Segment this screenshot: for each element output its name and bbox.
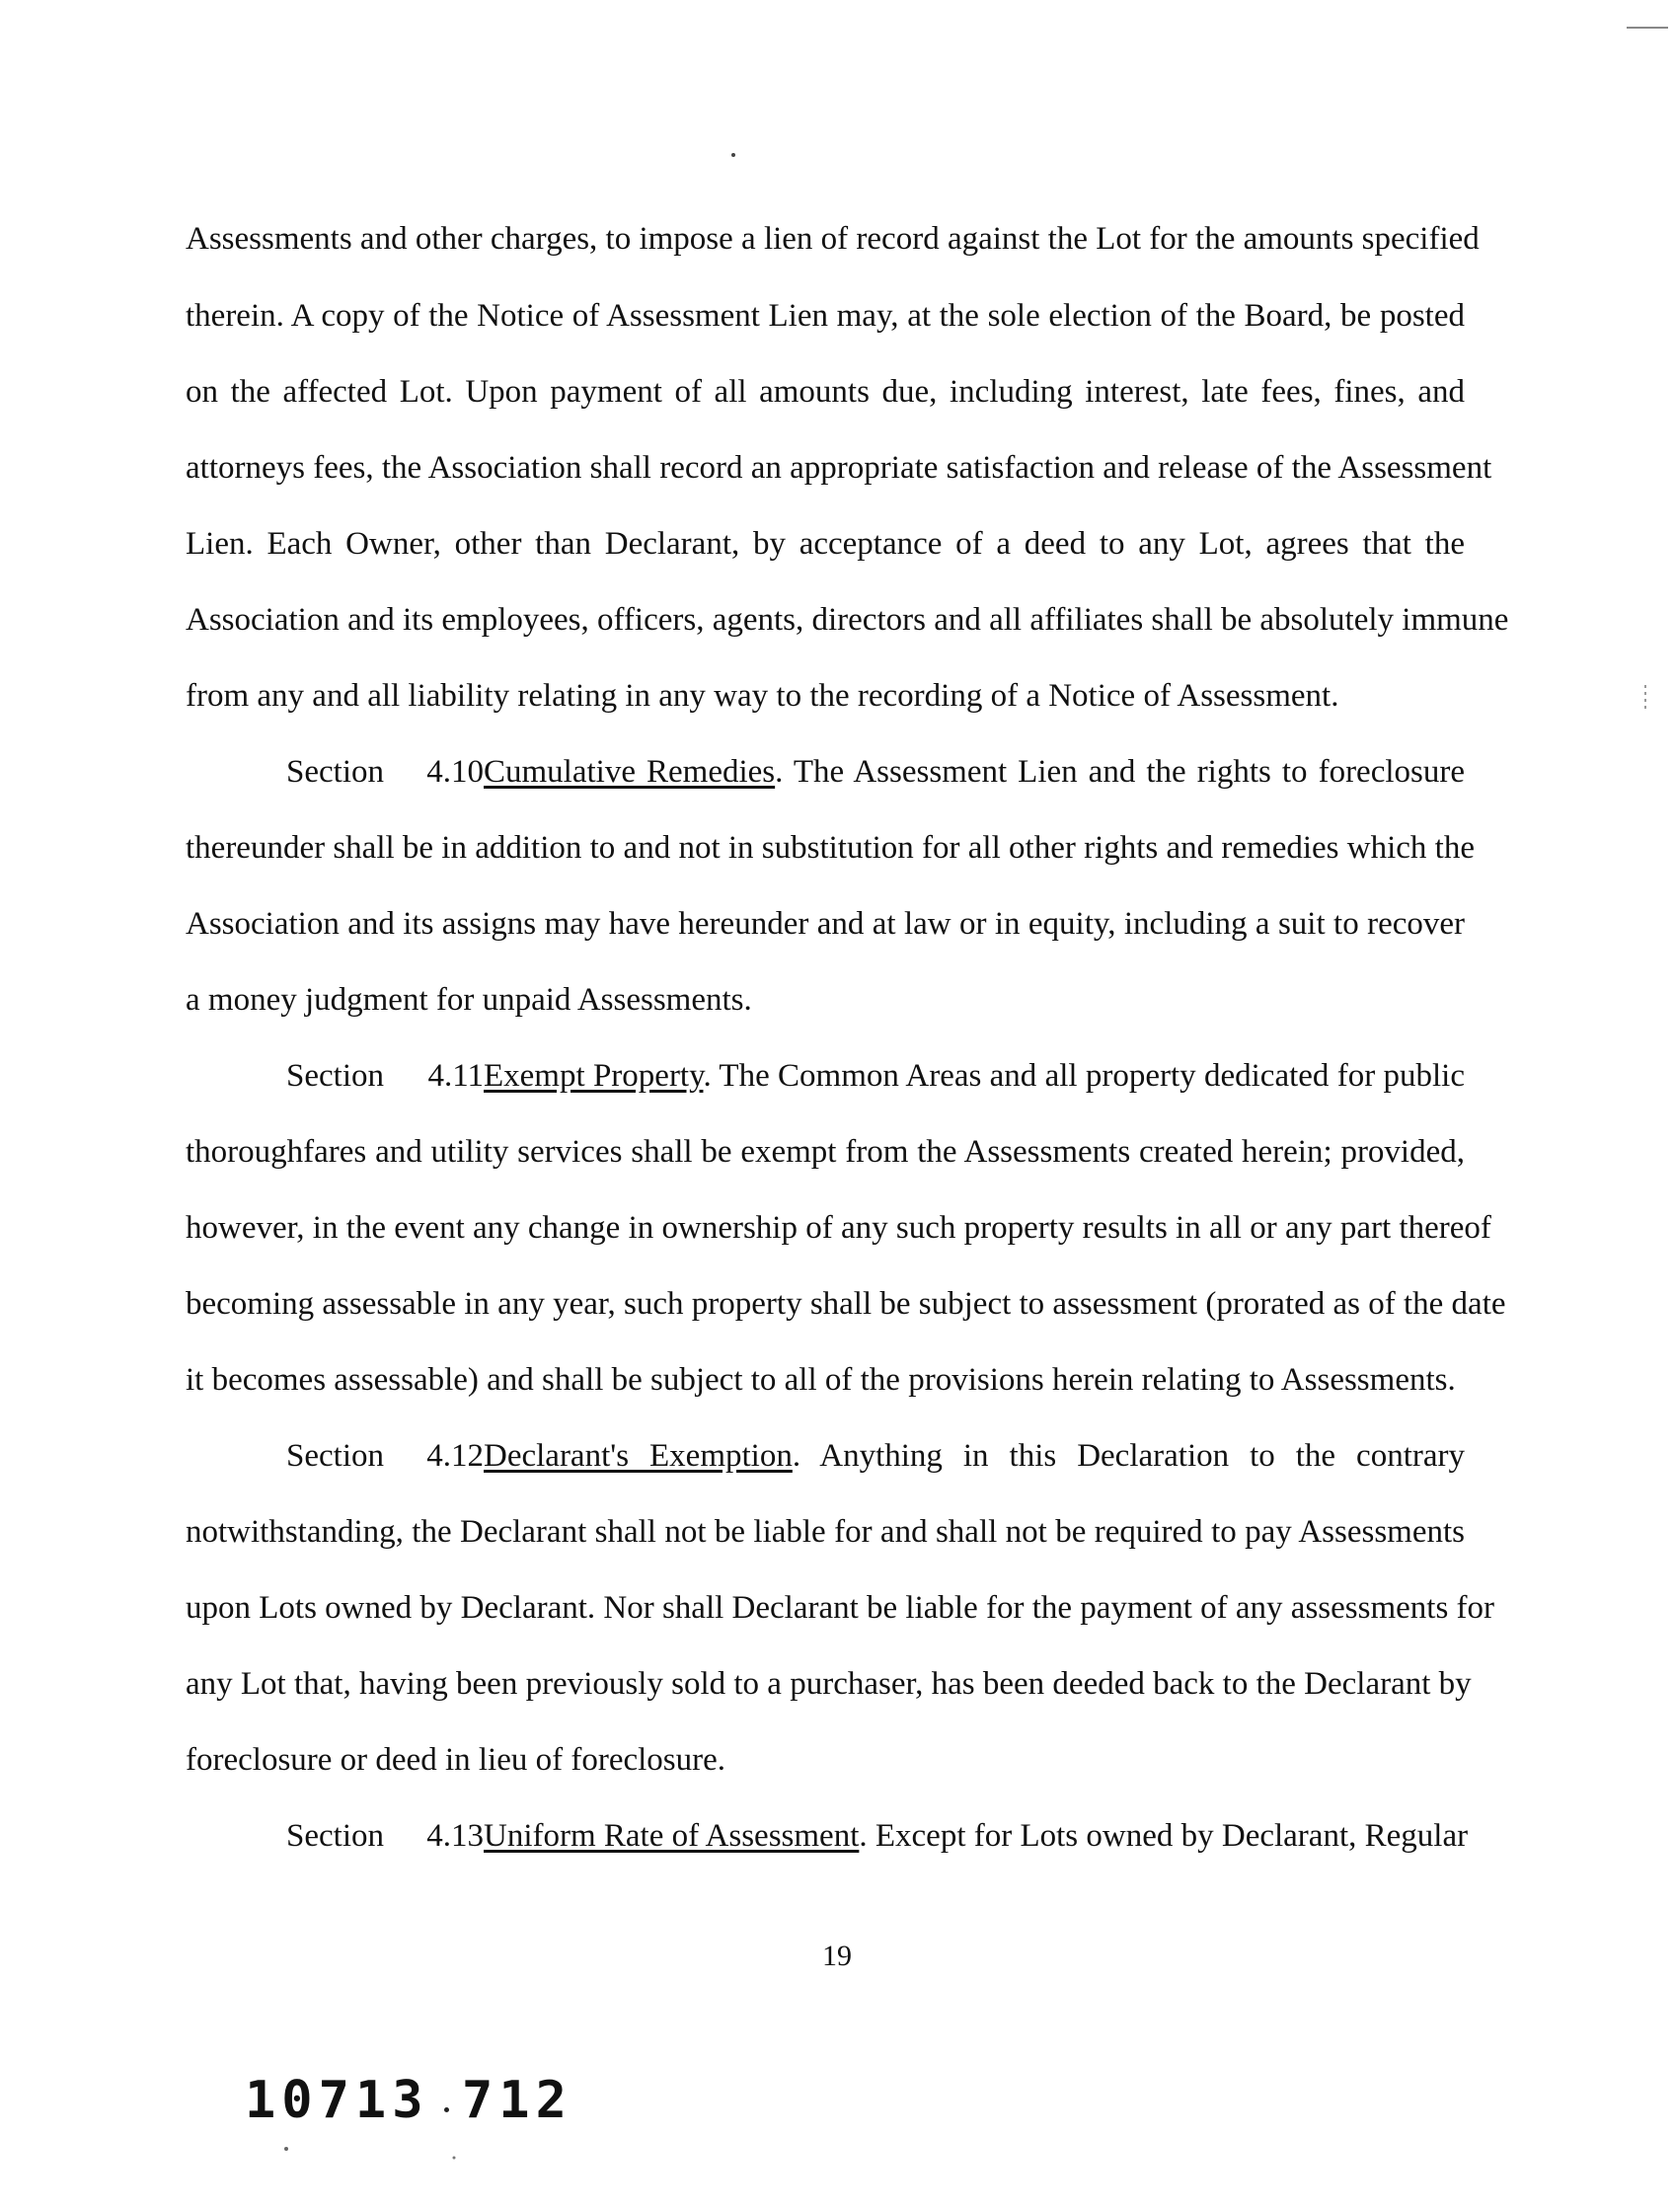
paragraph-line: notwithstanding, the Declarant shall not be liable for and shall not be required to pay Assessments bbox=[186, 1514, 1465, 1550]
paragraph-line: thereunder shall be in addition to and not in substitution for all other rights and remedies which the bbox=[186, 830, 1475, 866]
paragraph-line: Assessments and other charges, to impose a lien of record against the Lot for the amounts specified bbox=[186, 221, 1480, 257]
paragraph-line: Association and its assigns may have hereunder and at law or in equity, including a suit to recover bbox=[186, 906, 1465, 942]
paragraph-line: Association and its employees, officers, agents, directors and all affiliates shall be absolutely immune bbox=[186, 602, 1509, 638]
stamp-separator-dot bbox=[444, 2107, 449, 2112]
section-title: Cumulative Remedies bbox=[484, 754, 776, 790]
section-heading-line bbox=[286, 1056, 1465, 1096]
paragraph-line: a money judgment for unpaid Assessments. bbox=[186, 982, 752, 1018]
section-number: Section 4.12 bbox=[286, 1438, 484, 1474]
section-heading-text: . Except for Lots owned by Declarant, Regular bbox=[859, 1818, 1469, 1854]
paragraph-line: any Lot that, having been previously sold to a purchaser, has been deeded back to the Declarant by bbox=[186, 1666, 1472, 1702]
section-number: Section 4.11 bbox=[286, 1058, 484, 1094]
section-heading-line bbox=[286, 1816, 1469, 1856]
paragraph-line: attorneys fees, the Association shall record an appropriate satisfaction and release of the Assessment bbox=[186, 450, 1492, 486]
paragraph-line: thoroughfares and utility services shall be exempt from the Assessments created herein; provided, bbox=[186, 1134, 1465, 1170]
recording-book-number: 10713 bbox=[245, 2071, 429, 2130]
paragraph-line: foreclosure or deed in lieu of foreclosure. bbox=[186, 1742, 726, 1778]
paragraph-line: upon Lots owned by Declarant. Nor shall Declarant be liable for the payment of any assessments for bbox=[186, 1590, 1495, 1626]
paragraph-line: from any and all liability relating in any way to the recording of a Notice of Assessment. bbox=[186, 678, 1339, 714]
paragraph-line: becoming assessable in any year, such property shall be subject to assessment (prorated as of the date bbox=[186, 1286, 1506, 1322]
section-number: Section 4.10 bbox=[286, 754, 484, 790]
section-title: Uniform Rate of Assessment bbox=[484, 1818, 860, 1854]
scan-speck bbox=[731, 153, 735, 157]
paragraph-line: it becomes assessable) and shall be subject to all of the provisions herein relating to Assessments. bbox=[186, 1362, 1456, 1398]
recording-page-number: 712 bbox=[462, 2071, 572, 2130]
scan-speck bbox=[284, 2147, 288, 2151]
section-heading-text: . The Assessment Lien and the rights to foreclosure bbox=[775, 754, 1465, 790]
paragraph-line: on the affected Lot. Upon payment of all amounts due, including interest, late fees, fines, and bbox=[186, 374, 1465, 410]
section-heading-text: . The Common Areas and all property dedicated for public bbox=[703, 1058, 1465, 1094]
section-heading-line bbox=[286, 1436, 1465, 1476]
scan-speck bbox=[453, 2157, 456, 2160]
paragraph-line: Lien. Each Owner, other than Declarant, by acceptance of a deed to any Lot, agrees that the bbox=[186, 526, 1465, 562]
page-number: 19 bbox=[822, 1940, 852, 1972]
paragraph-line: therein. A copy of the Notice of Assessment Lien may, at the sole election of the Board, be posted bbox=[186, 298, 1465, 334]
section-title: Exempt Property bbox=[484, 1058, 704, 1094]
section-heading-text: . Anything in this Declaration to the contrary bbox=[792, 1438, 1465, 1474]
section-number: Section 4.13 bbox=[286, 1818, 484, 1854]
section-title: Declarant's Exemption bbox=[484, 1438, 793, 1474]
section-heading-line bbox=[286, 752, 1465, 792]
paragraph-line: however, in the event any change in ownership of any such property results in all or any part thereof bbox=[186, 1210, 1491, 1246]
